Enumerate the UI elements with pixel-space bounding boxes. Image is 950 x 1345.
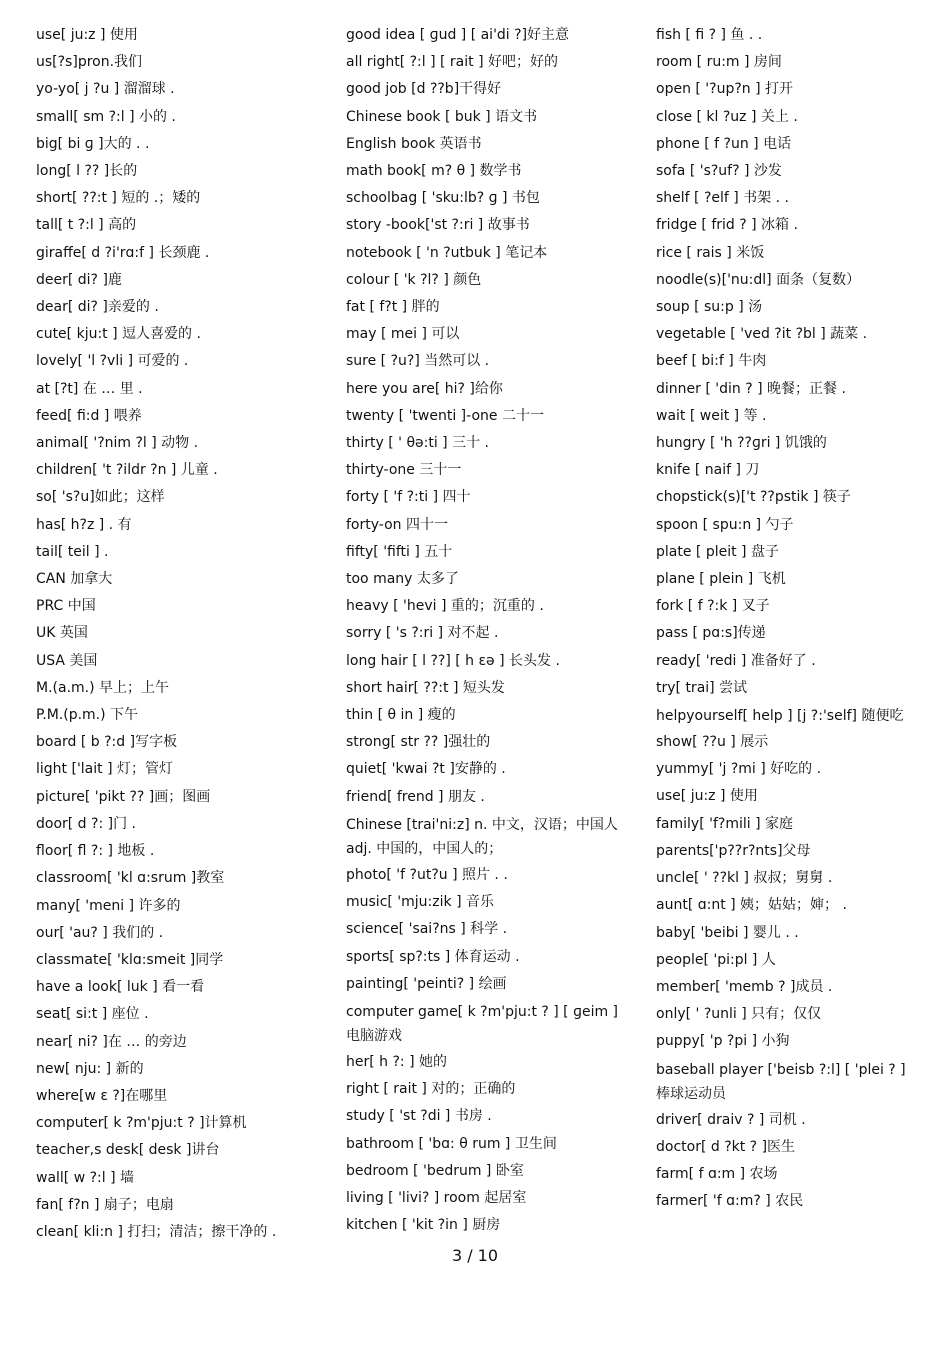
vocab-entry: clean[ kli:n ] 打扫；清洁；擦干净的 . — [36, 1223, 277, 1240]
vocab-entry: sofa [ 's?uf? ] 沙发 — [656, 163, 782, 180]
vocab-entry: us[?s]pron.我们 — [36, 54, 143, 71]
vocab-entry: here you are[ hi? ]给你 — [346, 380, 503, 397]
vocab-entry: has[ h?z ] . 有 — [36, 516, 132, 533]
vocab-entry: thirty [ ' θə:ti ] 三十 . — [346, 435, 489, 452]
vocab-entry: baseball player ['beisb ?:l] [ 'plei ? ] 棒球运动员 — [656, 1061, 906, 1102]
vocab-entry: wall[ w ?:l ] 墙 — [36, 1169, 135, 1186]
vocab-entry: sure [ ?u?] 当然可以 . — [346, 353, 490, 370]
vocab-entry: show[ ??u ] 展示 — [656, 734, 769, 751]
vocab-entry: rice [ rais ] 米饭 — [656, 244, 765, 261]
vocab-entry: board [ b ?:d ]写字板 — [36, 734, 178, 751]
vocab-entry: living [ 'livi? ] room 起居室 — [346, 1189, 527, 1206]
vocab-entry: baby[ 'beibi ] 婴儿 . . — [656, 924, 799, 941]
vocab-entry: sorry [ 's ?:ri ] 对不起 . — [346, 625, 499, 642]
vocab-entry: sports[ sp?:ts ] 体育运动 . — [346, 948, 520, 965]
vocab-entry: people[ 'pi:pl ] 人 — [656, 951, 776, 968]
vocab-entry: thirty-one 三十一 — [346, 462, 462, 479]
vocab-entry: have a look[ luk ] 看一看 — [36, 979, 205, 996]
vocab-entry: floor[ fl ?: ] 地板 . — [36, 843, 155, 860]
vocab-entry: heavy [ 'hevi ] 重的；沉重的 . — [346, 598, 544, 615]
vocab-entry: plate [ pleit ] 盘子 — [656, 543, 779, 560]
vocab-entry: wait [ weit ] 等 . — [656, 407, 767, 424]
vocab-entry: friend[ frend ] 朋友 . — [346, 788, 485, 805]
vocab-entry: door[ d ?: ]门 . — [36, 815, 136, 832]
vocab-entry: use[ ju:z ] 使用 — [656, 788, 758, 805]
vocab-entry: long hair [ l ??] [ h ɛə ] 长头发 . — [346, 652, 560, 669]
vocab-entry: soup [ su:p ] 汤 — [656, 299, 763, 316]
vocab-entry: new[ nju: ] 新的 — [36, 1060, 144, 1077]
vocab-entry: her[ h ?: ] 她的 — [346, 1053, 447, 1070]
vocab-entry: schoolbag [ 'sku:lb? ɡ ] 书包 — [346, 190, 540, 207]
vocab-entry: forty [ 'f ?:ti ] 四十 — [346, 489, 471, 506]
vocab-entry: aunt[ ɑ:nt ] 姨；姑姑；婶； . — [656, 897, 847, 914]
vocab-entry: lovely[ 'l ?vli ] 可爱的 . — [36, 353, 189, 370]
vocab-entry: seat[ si:t ] 座位 . — [36, 1006, 149, 1023]
vocab-entry: short hair[ ??:t ] 短头发 — [346, 679, 505, 696]
vocab-entry: deer[ di? ]鹿 — [36, 271, 122, 288]
vocab-entry: dear[ di? ]亲爱的 . — [36, 299, 159, 316]
vocab-entry: English book 英语书 — [346, 135, 482, 152]
vocab-entry: painting[ 'peinti? ] 绘画 — [346, 975, 507, 992]
vocab-entry: fat [ f?t ] 胖的 — [346, 299, 440, 316]
vocab-entry: classmate[ 'klɑ:smeit ]同学 — [36, 951, 224, 968]
vocab-entry: all right[ ?:l ] [ rait ] 好吧；好的 — [346, 54, 559, 71]
vocab-entry: close [ kl ?uz ] 关上 . — [656, 108, 798, 125]
vocab-entry: photo[ 'f ?ut?u ] 照片 . . — [346, 866, 508, 883]
vocab-entry: where[w ε ?]在哪里 — [36, 1087, 168, 1104]
vocab-entry: use[ ju:z ] 使用 — [36, 27, 138, 43]
vocab-column-3 — [656, 22, 918, 1215]
vocab-entry: helpyourself[ help ] [j ?:'self] 随便吃 — [656, 708, 904, 725]
vocab-entry: so[ 's?u]如此；这样 — [36, 489, 165, 506]
page-number: 3 / 10 — [451, 1246, 499, 1265]
vocab-entry: pass [ pɑ:s]传递 — [656, 625, 766, 642]
vocab-entry: study [ 'st ?di ] 书房 . — [346, 1108, 492, 1125]
vocab-entry: children[ 't ?ildr ?n ] 儿童 . — [36, 462, 218, 479]
vocab-entry: good idea [ ɡud ] [ ai'di ?]好主意 — [346, 27, 570, 43]
vocab-entry: computer[ k ?m'pju:t ? ]计算机 — [36, 1115, 247, 1132]
vocab-entry: room [ ru:m ] 房间 — [656, 54, 782, 71]
vocab-entry: many[ 'meni ] 许多的 — [36, 897, 181, 914]
vocab-entry: fifty[ 'fifti ] 五十 — [346, 543, 453, 560]
vocab-entry: chopstick(s)['t ??pstik ] 筷子 — [656, 489, 851, 506]
vocab-entry: beef [ bi:f ] 牛肉 — [656, 353, 767, 370]
vocab-entry: yo-yo[ j ?u ] 溜溜球 . — [36, 81, 175, 98]
vocab-entry: Chinese book [ buk ] 语文书 — [346, 108, 538, 125]
vocab-entry: parents['p??r?nts]父母 — [656, 842, 811, 859]
vocab-entry: picture[ 'pikt ?? ]画；图画 — [36, 788, 211, 805]
vocab-entry: giraffe[ d ?i'rɑ:f ] 长颈鹿 . — [36, 244, 210, 261]
vocab-entry: math book[ m? θ ] 数学书 — [346, 163, 522, 180]
vocab-entry: light ['lait ] 灯；管灯 — [36, 761, 173, 778]
vocab-column-2 — [346, 22, 626, 1239]
vocab-entry: fridge [ frid ? ] 冰箱 . — [656, 217, 798, 234]
vocab-entry: strong[ str ?? ]强壮的 — [346, 734, 491, 751]
vocab-entry: fork [ f ?:k ] 叉子 — [656, 598, 770, 615]
vocab-column-1 — [36, 22, 316, 1246]
vocab-entry: feed[ fi:d ] 喂养 — [36, 407, 142, 424]
vocab-entry: yummy[ 'j ?mi ] 好吃的 . — [656, 761, 822, 778]
vocab-entry: fish [ fi ? ] 鱼 . . — [656, 27, 763, 43]
vocab-entry: computer game[ k ?m'pju:t ? ] [ ɡeim ] 电脑游戏 — [346, 1003, 619, 1044]
vocab-entry: colour [ 'k ?l? ] 颜色 — [346, 271, 482, 288]
vocab-entry: notebook [ 'n ?utbuk ] 笔记本 — [346, 244, 548, 261]
vocab-entry: kitchen [ 'kit ?in ] 厨房 — [346, 1217, 501, 1234]
vocab-entry: CAN 加拿大 — [36, 571, 113, 588]
vocab-entry: music[ 'mju:zik ] 音乐 — [346, 894, 494, 911]
vocab-entry: long[ l ?? ]长的 — [36, 163, 138, 180]
vocab-entry: member[ 'memb ? ]成员 . — [656, 978, 833, 995]
vocab-entry: shelf [ ?elf ] 书架 . . — [656, 190, 789, 207]
vocab-entry: at [?t] 在 … 里 . — [36, 380, 143, 397]
vocab-entry: small[ sm ?:l ] 小的 . — [36, 108, 176, 125]
vocab-entry: story -book['st ?:ri ] 故事书 — [346, 217, 530, 234]
vocab-entry: Chinese [trai'ni:z] n. 中文，汉语；中国人 adj. 中国的，中国人的； — [346, 816, 618, 857]
vocab-entry: big[ bi ɡ ]大的 . . — [36, 135, 150, 152]
vocab-entry: PRC 中国 — [36, 598, 96, 615]
vocab-entry: UK 英国 — [36, 625, 88, 642]
vocab-entry: farm[ f ɑ:m ] 农场 — [656, 1165, 778, 1182]
vocab-entry: teacher,s desk[ desk ]讲台 — [36, 1142, 220, 1159]
vocab-entry: ready[ 'redi ] 准备好了 . — [656, 652, 816, 669]
vocab-entry: vegetable [ 'ved ?it ?bl ] 蔬菜 . — [656, 326, 868, 343]
vocab-entry: try[ trai] 尝试 — [656, 679, 748, 696]
vocab-entry: driver[ draiv ? ] 司机 . — [656, 1111, 806, 1128]
vocab-entry: near[ ni? ]在 … 的旁边 — [36, 1033, 187, 1050]
vocab-entry: family[ 'f?mili ] 家庭 — [656, 815, 793, 832]
vocab-entry: bedroom [ 'bedrum ] 卧室 — [346, 1162, 524, 1179]
vocab-entry: good job [d ??b]干得好 — [346, 81, 502, 98]
vocab-entry: dinner [ 'din ? ] 晚餐；正餐 . — [656, 380, 846, 397]
vocab-entry: spoon [ spu:n ] 勺子 — [656, 516, 794, 533]
vocab-entry: doctor[ d ?kt ? ]医生 — [656, 1138, 796, 1155]
vocab-entry: too many 太多了 — [346, 571, 459, 588]
vocab-entry: animal[ '?nim ?l ] 动物 . — [36, 435, 199, 452]
vocab-entry: short[ ??:t ] 短的 .；矮的 — [36, 190, 201, 207]
vocab-entry: classroom[ 'kl ɑ:srum ]教室 — [36, 870, 225, 887]
vocab-entry: open [ '?up?n ] 打开 — [656, 81, 794, 98]
vocab-entry: fan[ f?n ] 扇子；电扇 — [36, 1196, 174, 1213]
vocab-entry: may [ mei ] 可以 — [346, 326, 460, 343]
vocab-entry: USA 美国 — [36, 652, 98, 669]
vocab-entry: knife [ naif ] 刀 — [656, 462, 760, 479]
vocab-entry: uncle[ ' ??kl ] 叔叔；舅舅 . — [656, 870, 833, 887]
vocab-entry: twenty [ 'twenti ]-one 二十一 — [346, 407, 544, 424]
vocab-entry: tail[ teil ] . — [36, 543, 109, 560]
vocab-entry: plane [ plein ] 飞机 — [656, 571, 786, 588]
vocab-entry: cute[ kju:t ] 逗人喜爱的 . — [36, 326, 201, 343]
vocab-entry: thin [ θ in ] 瘦的 — [346, 707, 456, 724]
vocab-entry: forty-on 四十一 — [346, 516, 448, 533]
vocab-entry: science[ 'sai?ns ] 科学 . — [346, 921, 508, 938]
vocab-entry: our[ 'au? ] 我们的 . — [36, 924, 164, 941]
vocab-entry: quiet[ 'kwai ?t ]安静的 . — [346, 761, 506, 778]
vocab-entry: hungry [ 'h ??ɡri ] 饥饿的 — [656, 435, 827, 452]
vocab-entry: only[ ' ?unli ] 只有；仅仅 — [656, 1006, 822, 1023]
vocab-entry: noodle(s)['nu:dl] 面条（复数） — [656, 271, 861, 288]
vocab-entry: phone [ f ?un ] 电话 — [656, 135, 792, 152]
vocab-entry: puppy[ 'p ?pi ] 小狗 — [656, 1033, 790, 1050]
vocab-entry: tall[ t ?:l ] 高的 — [36, 217, 137, 234]
vocab-entry: right [ rait ] 对的；正确的 — [346, 1081, 516, 1098]
vocab-entry: bathroom [ 'bɑ: θ rum ] 卫生间 — [346, 1135, 557, 1152]
vocab-entry: P.M.(p.m.) 下午 — [36, 707, 139, 724]
vocab-entry: M.(a.m.) 早上；上午 — [36, 679, 170, 696]
vocab-entry: farmer[ 'f ɑ:m? ] 农民 — [656, 1193, 804, 1210]
